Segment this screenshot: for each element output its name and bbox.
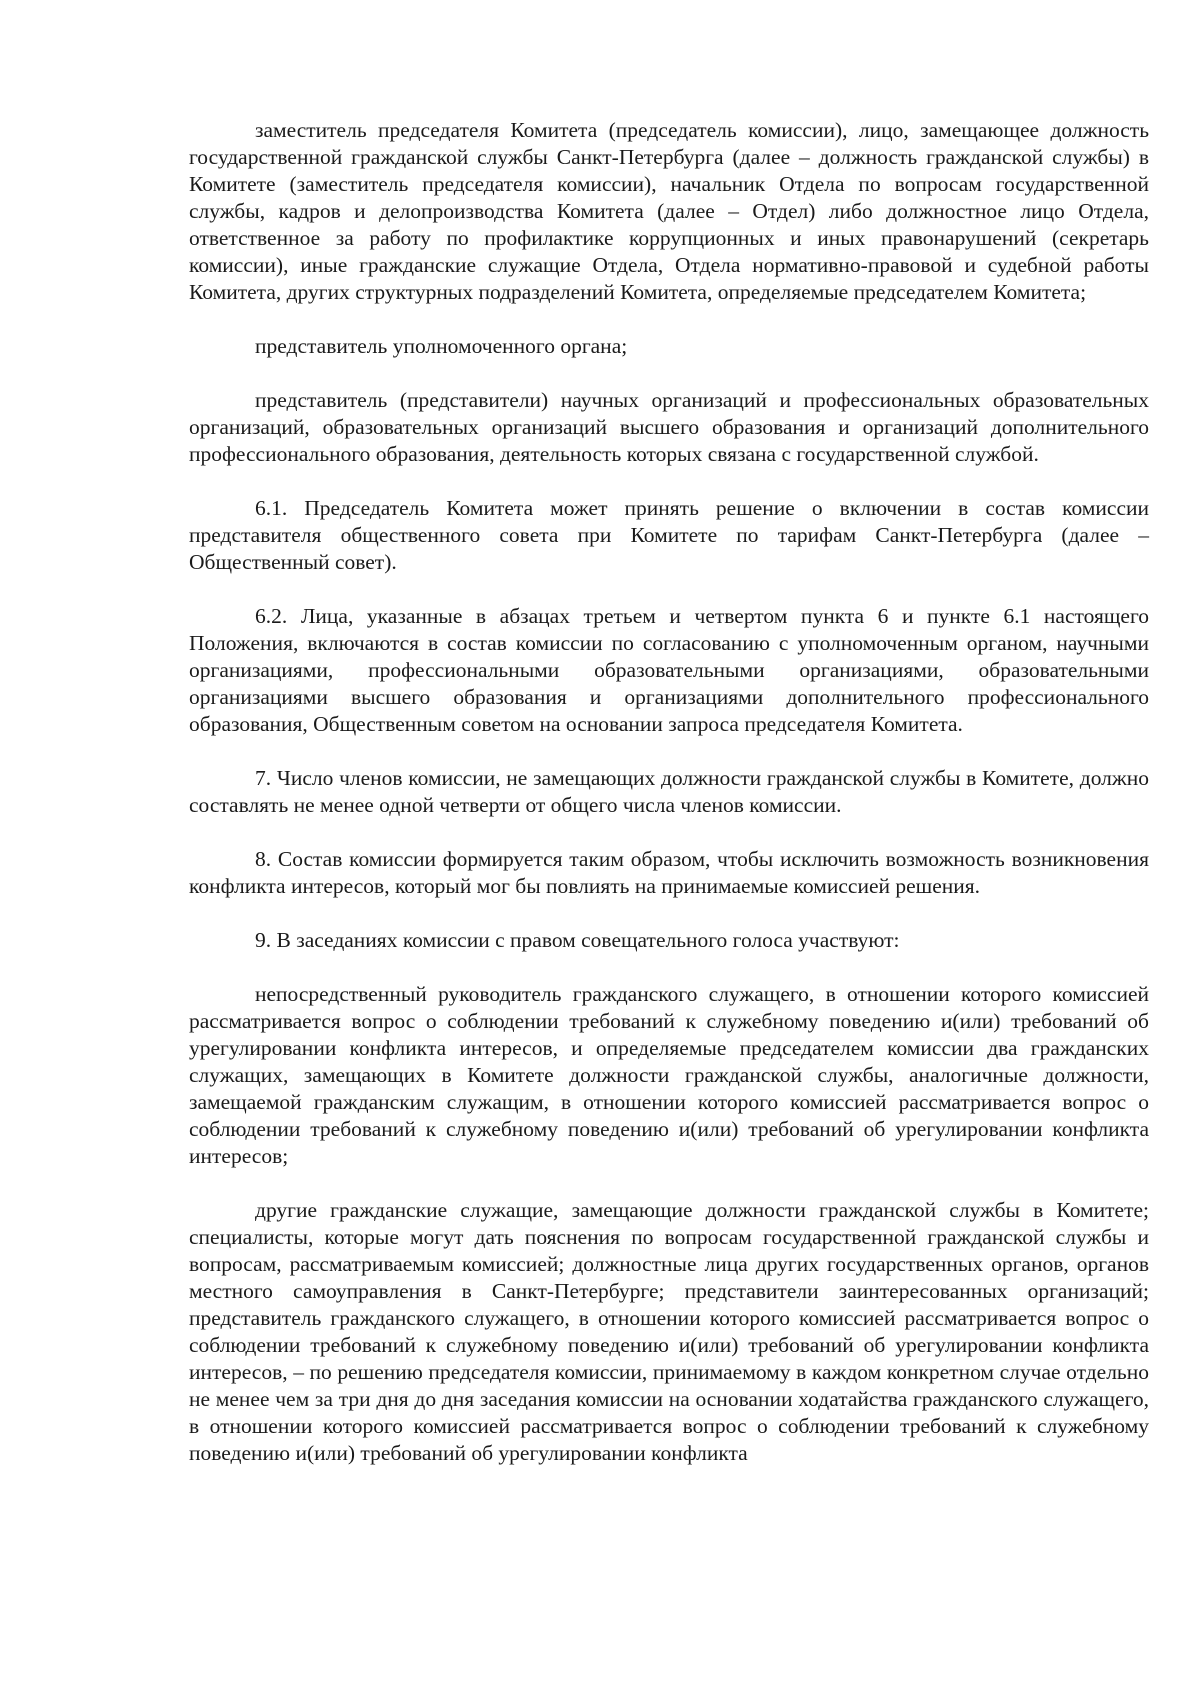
paragraph-6-2: 6.2. Лица, указанные в абзацах третьем и четвертом пункта 6 и пункте 6.1 настоящего Положения, включаются в состав комиссии по согласованию с уполномоченным органом, научными организациями, профессиональными образовательными организациями, образовательными организациями высшего образования и организациями дополнительного профессионального образования, Общественным советом на основании запроса председателя Комитета. [189, 604, 1149, 736]
paragraph-other-participants: другие гражданские служащие, замещающие должности гражданской службы в Комитете; специалисты, которые могут дать пояснения по вопросам государственной гражданской службы и вопросам, рассматриваемым комиссией; должностные лица других государственных органов, органов местного самоуправления в Санкт-Петербурге; представители заинтересованных организаций; представитель гражданского служащего, в отношении которого комиссией рассматривается вопрос о соблюдении требований к служебному поведению и(или) требований об урегулировании конфликта интересов, – по решению председателя комиссии, принимаемому в каждом конкретном случае отдельно не менее чем за три дня до дня заседания комиссии на основании ходатайства гражданского служащего, в отношении которого комиссией рассматривается вопрос о соблюдении требований к служебному поведению и(или) требований об урегулировании конфликта [189, 1198, 1149, 1465]
paragraph-9: 9. В заседаниях комиссии с правом совещательного голоса участвуют: [255, 928, 900, 952]
paragraph-6-1: 6.1. Председатель Комитета может принять решение о включении в состав комиссии представителя общественного совета при Комитете по тарифам Санкт-Петербурга (далее – Общественный совет). [189, 496, 1149, 574]
paragraph-scientific-organizations: представитель (представители) научных организаций и профессиональных образовательных организаций, образовательных организаций высшего образования и организаций дополнительного профессионального образования, деятельность которых связана с государственной службой. [189, 388, 1149, 466]
paragraph-7: 7. Число членов комиссии, не замещающих должности гражданской службы в Комитете, должно составлять не менее одной четверти от общего числа членов комиссии. [189, 766, 1149, 817]
paragraph-commission-members: заместитель председателя Комитета (председатель комиссии), лицо, замещающее должность государственной гражданской службы Санкт-Петербурга (далее – должность гражданской службы) в Комитете (заместитель председателя комиссии), начальник Отдела по вопросам государственной службы, кадров и делопроизводства Комитета (далее – Отдел) либо должностное лицо Отдела, ответственное за работу по профилактике коррупционных и иных правонарушений (секретарь комиссии), иные гражданские служащие Отдела, Отдела нормативно-правовой и судебной работы Комитета, других структурных подразделений Комитета, определяемые председателем Комитета; [189, 118, 1149, 304]
paragraph-direct-supervisor: непосредственный руководитель гражданского служащего, в отношении которого комиссией рассматривается вопрос о соблюдении требований к служебному поведению и(или) требований об урегулировании конфликта интересов, и определяемые председателем комиссии два гражданских служащих, замещающих в Комитете должности гражданской службы, аналогичные должности, замещаемой гражданским служащим, в отношении которого комиссией рассматривается вопрос о соблюдении требований к служебному поведению и(или) требований об урегулировании конфликта интересов; [189, 982, 1149, 1168]
paragraph-8: 8. Состав комиссии формируется таким образом, чтобы исключить возможность возникновения конфликта интересов, который мог бы повлиять на принимаемые комиссией решения. [189, 847, 1149, 898]
document-body [189, 117, 1149, 1467]
paragraph-authorized-body-representative: представитель уполномоченного органа; [255, 334, 628, 358]
